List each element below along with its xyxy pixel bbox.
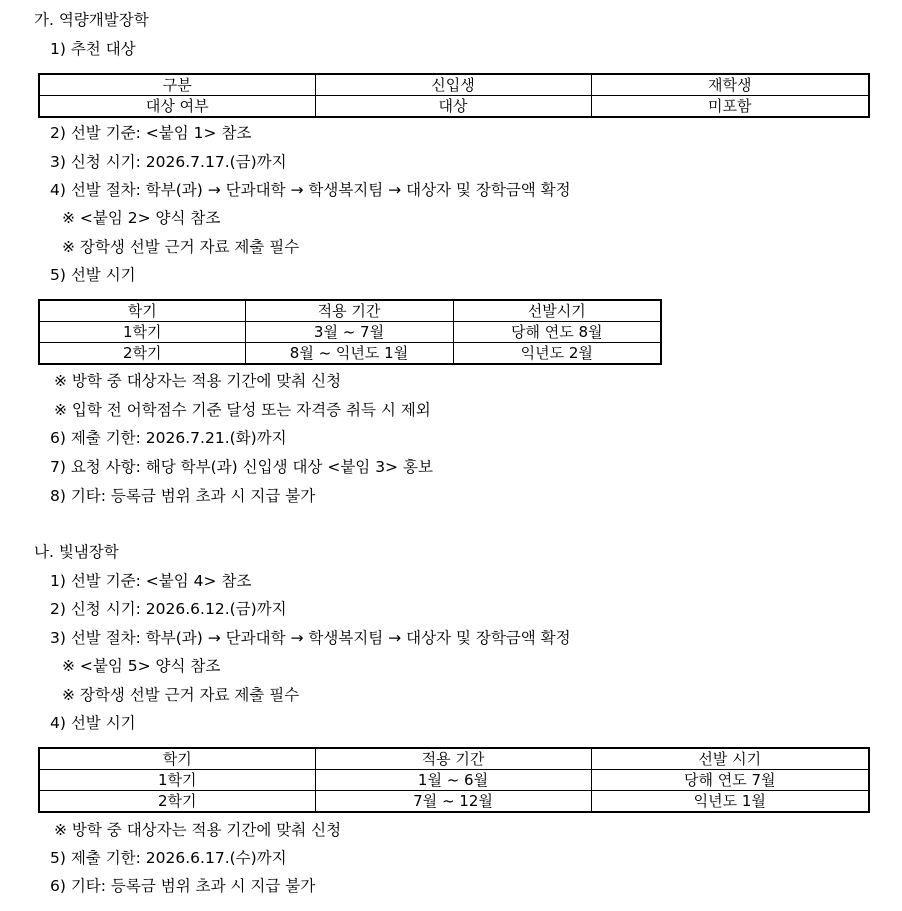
table-header-cell: 학기 bbox=[39, 300, 245, 322]
table-header-row bbox=[39, 74, 869, 96]
recommend-target-heading: 1) 추천 대상 bbox=[50, 40, 136, 58]
application-period: 2) 신청 시기: 2026.6.12.(금)까지 bbox=[50, 600, 287, 618]
selection-criteria: 2) 선발 기준: <붙임 1> 참조 bbox=[50, 124, 252, 142]
table-header-cell: 구분 bbox=[39, 74, 315, 96]
table-cell: 당해 연도 8월 bbox=[453, 322, 661, 343]
selection-procedure: 3) 선발 절차: 학부(과) → 단과대학 → 학생복지팀 → 대상자 및 장학금액 확정 bbox=[50, 629, 571, 647]
table-cell: 대상 bbox=[315, 96, 591, 118]
table-cell: 7월 ~ 12월 bbox=[315, 791, 591, 813]
eligibility-table bbox=[38, 73, 870, 118]
selection-timing-heading: 4) 선발 시기 bbox=[50, 714, 136, 732]
table-header-cell: 재학생 bbox=[591, 74, 869, 96]
table-cell: 미포함 bbox=[591, 96, 869, 118]
table-row bbox=[39, 322, 661, 343]
other-notes: 8) 기타: 등록금 범위 초과 시 지급 불가 bbox=[50, 487, 316, 505]
note-evidence-required: ※ 장학생 선발 근거 자료 제출 필수 bbox=[62, 238, 300, 256]
selection-timing-table bbox=[38, 299, 662, 365]
table-header-cell: 선발 시기 bbox=[591, 748, 869, 770]
table-cell: 2학기 bbox=[39, 343, 245, 365]
selection-criteria: 1) 선발 기준: <붙임 4> 참조 bbox=[50, 572, 252, 590]
note-vacation-applicants: ※ 방학 중 대상자는 적용 기간에 맞춰 신청 bbox=[54, 372, 342, 390]
table-row bbox=[39, 96, 869, 118]
table-cell: 1학기 bbox=[39, 322, 245, 343]
table-header-cell: 신입생 bbox=[315, 74, 591, 96]
submission-deadline: 6) 제출 기한: 2026.7.21.(화)까지 bbox=[50, 429, 287, 447]
note-evidence-required: ※ 장학생 선발 근거 자료 제출 필수 bbox=[62, 686, 300, 704]
request-items: 7) 요청 사항: 해당 학부(과) 신입생 대상 <붙임 3> 홍보 bbox=[50, 458, 433, 476]
table-cell: 2학기 bbox=[39, 791, 315, 813]
table-header-cell: 적용 기간 bbox=[315, 748, 591, 770]
selection-procedure: 4) 선발 절차: 학부(과) → 단과대학 → 학생복지팀 → 대상자 및 장학금액 확정 bbox=[50, 181, 571, 199]
table-cell: 당해 연도 7월 bbox=[591, 770, 869, 791]
section-b-title: 나. 빛냄장학 bbox=[34, 543, 119, 561]
table-header-cell: 선발시기 bbox=[453, 300, 661, 322]
table-cell: 3월 ~ 7월 bbox=[245, 322, 453, 343]
table-cell: 1학기 bbox=[39, 770, 315, 791]
table-header-cell: 학기 bbox=[39, 748, 315, 770]
table-cell: 1월 ~ 6월 bbox=[315, 770, 591, 791]
note-form-reference: ※ <붙임 2> 양식 참조 bbox=[62, 209, 221, 227]
table-header-row bbox=[39, 300, 661, 322]
section-a-title: 가. 역량개발장학 bbox=[34, 11, 149, 29]
table-cell: 8월 ~ 익년도 1월 bbox=[245, 343, 453, 365]
table-header-cell: 적용 기간 bbox=[245, 300, 453, 322]
table-row bbox=[39, 770, 869, 791]
table-cell: 익년도 1월 bbox=[591, 791, 869, 813]
table-cell: 익년도 2월 bbox=[453, 343, 661, 365]
selection-timing-table bbox=[38, 747, 870, 813]
note-vacation-applicants: ※ 방학 중 대상자는 적용 기간에 맞춰 신청 bbox=[54, 821, 342, 839]
table-header-row bbox=[39, 748, 869, 770]
submission-deadline: 5) 제출 기한: 2026.6.17.(수)까지 bbox=[50, 849, 287, 867]
selection-timing-heading: 5) 선발 시기 bbox=[50, 266, 136, 284]
note-form-reference: ※ <붙임 5> 양식 참조 bbox=[62, 657, 221, 675]
application-period: 3) 신청 시기: 2026.7.17.(금)까지 bbox=[50, 153, 287, 171]
other-notes: 6) 기타: 등록금 범위 초과 시 지급 불가 bbox=[50, 877, 316, 895]
table-cell: 대상 여부 bbox=[39, 96, 315, 118]
table-row bbox=[39, 791, 869, 813]
table-row bbox=[39, 343, 661, 365]
note-exclusion: ※ 입학 전 어학점수 기준 달성 또는 자격증 취득 시 제외 bbox=[54, 401, 431, 419]
